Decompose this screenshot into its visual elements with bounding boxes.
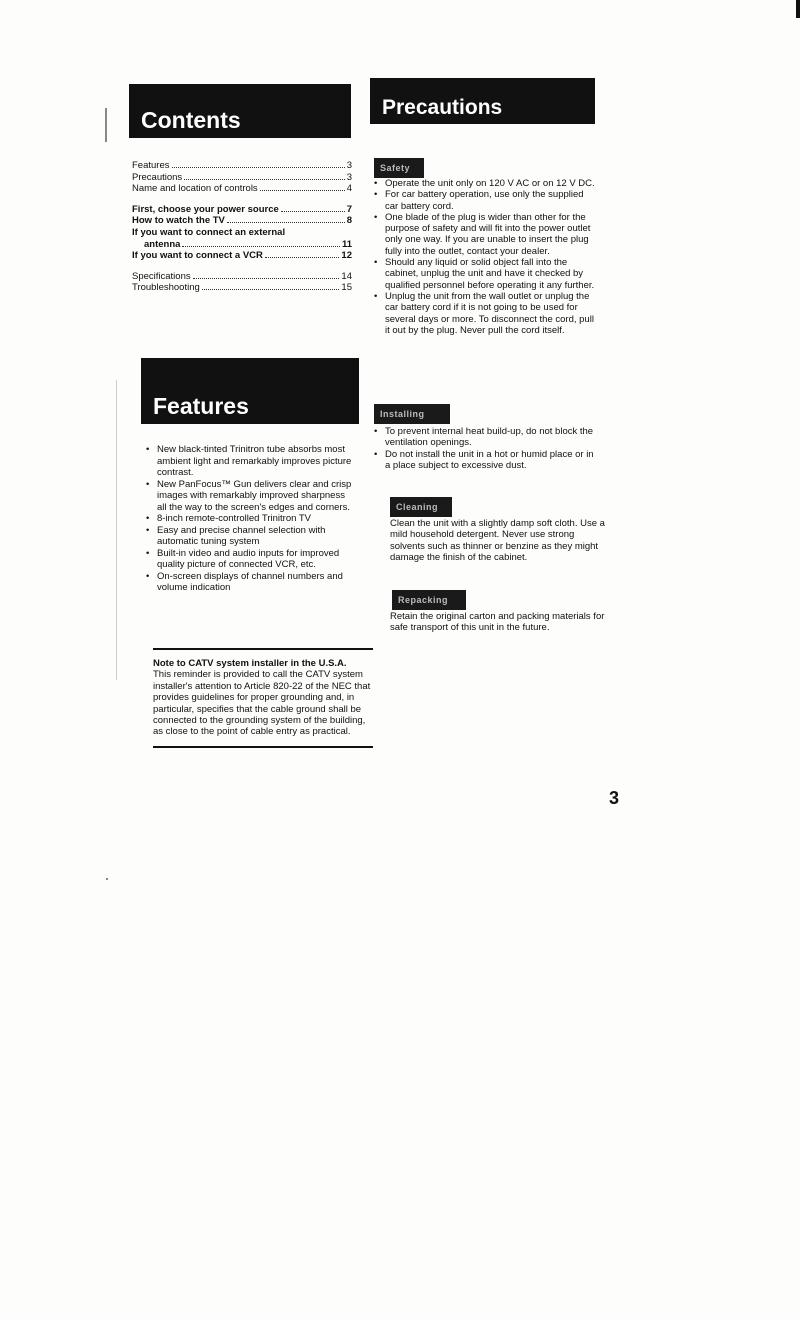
cleaning-label: Cleaning xyxy=(396,502,439,512)
corner-mark xyxy=(796,0,800,18)
contents-title: Contents xyxy=(141,107,241,133)
list-item: • Should any liquid or solid object fall into the cabinet, unplug the unit and have it checked by qualified personnel before operating it any further. xyxy=(374,257,596,291)
toc-entry-page: 14 xyxy=(341,270,352,282)
list-item: • 8-inch remote-controlled Trinitron TV xyxy=(146,513,356,525)
toc-spacer xyxy=(132,262,352,271)
safety-label: Safety xyxy=(380,163,411,173)
page-number: 3 xyxy=(609,788,620,808)
scan-mark xyxy=(105,108,107,142)
list-item: • Do not install the unit in a hot or humid place or in a place subject to excessive dust. xyxy=(374,449,596,472)
installing-subhead xyxy=(374,404,450,424)
cleaning-subhead xyxy=(390,497,452,517)
toc-entry xyxy=(132,183,352,195)
toc-entry-page: 3 xyxy=(346,160,352,171)
list-item: • New PanFocus™ Gun delivers clear and crisp images with remarkably improved sharpness all the way to the screen's edges and corners. xyxy=(146,479,356,514)
toc-entry-label: Specifications xyxy=(132,270,191,282)
toc-entry xyxy=(132,239,352,251)
installing-label: Installing xyxy=(380,409,425,419)
toc-entry-page: 4 xyxy=(346,183,352,195)
list-item: • On-screen displays of channel numbers and volume indication xyxy=(146,571,356,594)
toc-entry-label: First, choose your power source xyxy=(132,203,279,215)
features-list xyxy=(146,444,356,594)
scan-mark xyxy=(106,878,108,880)
toc-entry-page: 12 xyxy=(341,250,352,262)
toc-entry-page: 3 xyxy=(346,171,352,183)
list-item: • For car battery operation, use only the supplied car battery cord. xyxy=(374,189,596,212)
toc-entry xyxy=(132,172,352,184)
cleaning-text: Clean the unit with a slightly damp soft cloth. Use a mild household detergent. Never use strong solvents such as thinner or benzine as they might damage the finish of the cabinet. xyxy=(390,518,605,563)
toc-leader-dots xyxy=(265,257,340,258)
list-item: • One blade of the plug is wider than other for the purpose of safety and will fit into the power outlet only one way. If you are unable to insert the plug fully into the outlet, contact your dealer. xyxy=(374,212,596,257)
toc-entry-page: 15 xyxy=(341,282,352,294)
toc-entry xyxy=(132,160,352,172)
repacking-text: Retain the original carton and packing materials for safe transport of this unit in the future. xyxy=(390,611,605,634)
toc-entry xyxy=(132,204,352,216)
toc-entry xyxy=(132,282,352,294)
toc-entry-label: Name and location of controls xyxy=(132,183,258,195)
toc-entry-page: 7 xyxy=(346,203,352,215)
toc-leader-dots xyxy=(184,179,345,180)
precautions-header xyxy=(370,78,595,124)
features-title: Features xyxy=(153,393,249,419)
toc-entry-label: How to watch the TV xyxy=(132,215,225,227)
scan-mark xyxy=(116,380,117,680)
toc-entry-label: If you want to connect a VCR xyxy=(132,250,263,262)
toc-entry-label: antenna xyxy=(144,238,181,250)
table-of-contents xyxy=(132,160,352,294)
contents-header xyxy=(129,84,351,138)
installing-list xyxy=(374,426,596,471)
list-item: • Built-in video and audio inputs for improved quality picture of connected VCR, etc. xyxy=(146,548,356,571)
list-item: • Unplug the unit from the wall outlet or unplug the car battery cord if it is not going to be used for several days or more. To disconnect the cord, pull it out by the plug. Never pull the cord itself. xyxy=(374,291,596,336)
list-item: • To prevent internal heat build-up, do not block the ventilation openings. xyxy=(374,426,596,449)
toc-leader-dots xyxy=(260,190,345,191)
toc-entry-page: 11 xyxy=(341,238,352,250)
toc-leader-dots xyxy=(182,246,340,247)
toc-entry xyxy=(132,215,352,227)
toc-entry-page: 8 xyxy=(346,215,352,227)
toc-leader-dots xyxy=(172,167,345,168)
list-item: • Operate the unit only on 120 V AC or on 12 V DC. xyxy=(374,178,596,189)
toc-entry xyxy=(132,250,352,262)
list-item: • Easy and precise channel selection with automatic tuning system xyxy=(146,525,356,548)
repacking-label: Repacking xyxy=(398,595,449,605)
toc-leader-dots xyxy=(202,289,340,290)
list-item: • New black-tinted Trinitron tube absorbs most ambient light and remarkably improves picture contrast. xyxy=(146,444,356,479)
toc-entry-label: Precautions xyxy=(132,171,183,183)
safety-list xyxy=(374,178,596,336)
toc-leader-dots xyxy=(281,211,345,212)
toc-entry-label: Features xyxy=(132,160,170,171)
catv-note-heading: Note to CATV system installer in the U.S.A. xyxy=(153,658,347,669)
toc-leader-dots xyxy=(227,222,345,223)
toc-entry xyxy=(132,227,352,239)
toc-leader-dots xyxy=(193,278,340,279)
toc-entry-label: If you want to connect an external xyxy=(132,226,286,238)
features-header xyxy=(141,358,359,424)
catv-note-body: This reminder is provided to call the CATV system installer's attention to Article 820-22 of the NEC that provides guidelines for proper grounding and, in particular, specifies that the cable ground shall be connected to the grounding system of the building, as close to the point of cable entry as practical. xyxy=(153,669,371,738)
safety-subhead xyxy=(374,158,424,178)
toc-entry-label: Troubleshooting xyxy=(132,282,200,294)
catv-note xyxy=(153,648,373,748)
precautions-title: Precautions xyxy=(382,96,503,119)
toc-entry xyxy=(132,271,352,283)
repacking-subhead xyxy=(392,590,466,610)
toc-spacer xyxy=(132,195,352,204)
